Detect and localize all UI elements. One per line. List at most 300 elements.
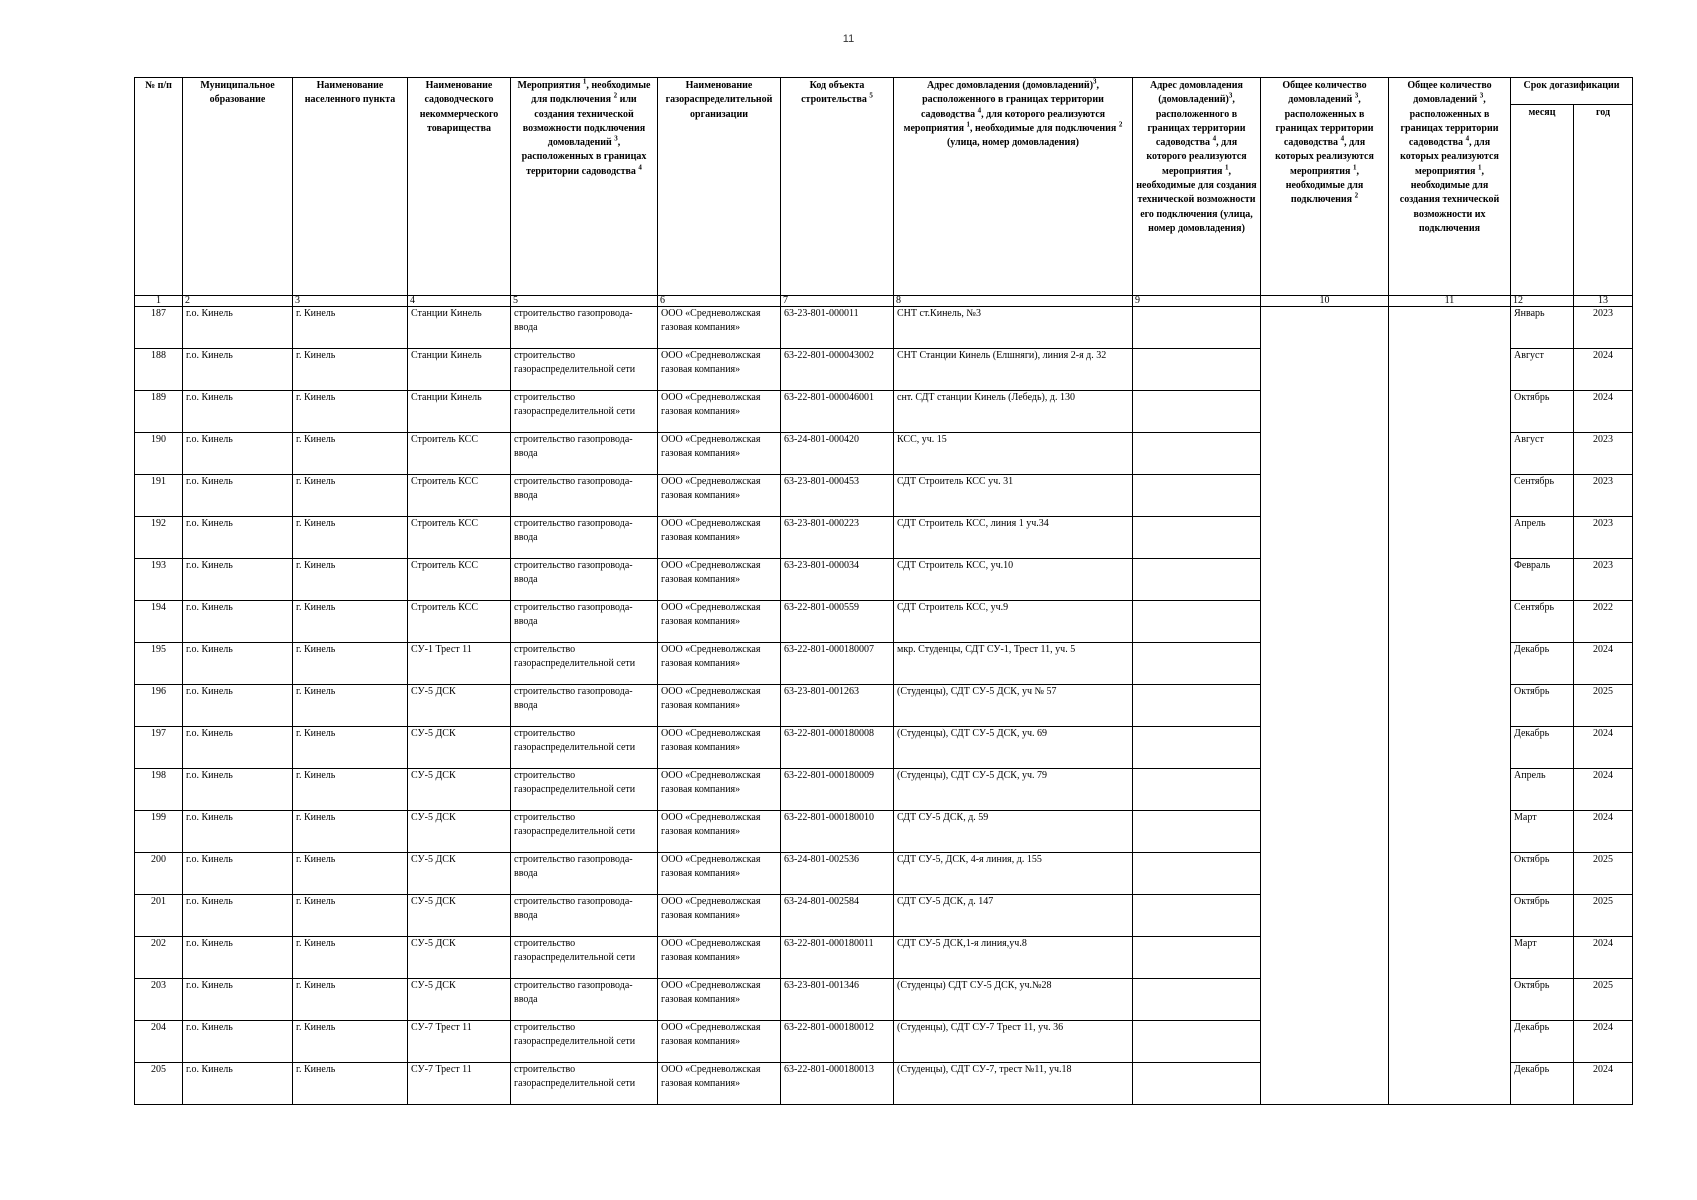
footnote-marker: 4 — [977, 106, 982, 115]
header-measures: Мероприятия $^1$, необходимые для подключения $^2$ или создания технической возможности подключения домовладений $^3$, расположенных в границах территории садоводства $^4$ — [511, 78, 658, 296]
table-row — [135, 811, 1633, 853]
snt-cell: Строитель КСС — [408, 517, 511, 559]
month-cell: Октябрь — [1511, 685, 1574, 727]
address-cell: СНТ ст.Кинель, №3 — [894, 307, 1133, 349]
object-code-cell: 63-22-801-000559 — [781, 601, 894, 643]
settlement-cell: г. Кинель — [293, 307, 408, 349]
row-number: 204 — [135, 1021, 183, 1063]
count-connection-cell — [1261, 895, 1389, 937]
measure-cell: строительство газопровода-ввода — [511, 559, 658, 601]
header-municipality: Муниципальное образование — [183, 78, 293, 296]
column-number: 12 — [1511, 296, 1574, 307]
column-number: 9 — [1133, 296, 1261, 307]
gas-org-cell: ООО «Средневолжская газовая компания» — [658, 1021, 781, 1063]
year-cell: 2022 — [1574, 601, 1633, 643]
count-connection-cell — [1261, 559, 1389, 601]
count-capability-cell — [1389, 727, 1511, 769]
column-number: 1 — [135, 296, 183, 307]
settlement-cell: г. Кинель — [293, 475, 408, 517]
count-capability-cell — [1389, 433, 1511, 475]
row-number: 201 — [135, 895, 183, 937]
count-connection-cell — [1261, 1063, 1389, 1105]
row-number: 187 — [135, 307, 183, 349]
settlement-cell: г. Кинель — [293, 643, 408, 685]
address-cell: СДТ СУ-5 ДСК, д. 59 — [894, 811, 1133, 853]
year-cell: 2025 — [1574, 853, 1633, 895]
month-cell: Апрель — [1511, 769, 1574, 811]
municipality-cell: г.о. Кинель — [183, 601, 293, 643]
count-capability-cell — [1389, 517, 1511, 559]
address-cell: СНТ Станции Кинель (Елшняги), линия 2-я д. 32 — [894, 349, 1133, 391]
year-cell: 2024 — [1574, 769, 1633, 811]
month-cell: Декабрь — [1511, 643, 1574, 685]
settlement-cell: г. Кинель — [293, 601, 408, 643]
count-connection-cell — [1261, 685, 1389, 727]
address-capability-cell — [1133, 643, 1261, 685]
gas-org-cell: ООО «Средневолжская газовая компания» — [658, 685, 781, 727]
settlement-cell: г. Кинель — [293, 391, 408, 433]
count-capability-cell — [1389, 559, 1511, 601]
municipality-cell: г.о. Кинель — [183, 727, 293, 769]
settlement-cell: г. Кинель — [293, 1063, 408, 1105]
footnote-marker: 4 — [1340, 134, 1345, 143]
measure-cell: строительство газораспределительной сети — [511, 937, 658, 979]
address-capability-cell — [1133, 391, 1261, 433]
snt-cell: СУ-5 ДСК — [408, 937, 511, 979]
table-row — [135, 307, 1633, 349]
year-cell: 2024 — [1574, 643, 1633, 685]
count-connection-cell — [1261, 391, 1389, 433]
gas-org-cell: ООО «Средневолжская газовая компания» — [658, 769, 781, 811]
measure-cell: строительство газопровода-ввода — [511, 895, 658, 937]
settlement-cell: г. Кинель — [293, 853, 408, 895]
footnote-marker: 3 — [614, 134, 618, 143]
footnote-marker: 2 — [1354, 192, 1359, 201]
settlement-cell: г. Кинель — [293, 559, 408, 601]
footnote-marker: 1 — [1224, 163, 1229, 172]
year-cell: 2023 — [1574, 307, 1633, 349]
column-number: 13 — [1574, 296, 1633, 307]
count-connection-cell — [1261, 475, 1389, 517]
row-number: 203 — [135, 979, 183, 1021]
table-row — [135, 559, 1633, 601]
address-capability-cell — [1133, 433, 1261, 475]
municipality-cell: г.о. Кинель — [183, 937, 293, 979]
address-cell: (Студенцы), СДТ СУ-7, трест №11, уч.18 — [894, 1063, 1133, 1105]
count-capability-cell — [1389, 475, 1511, 517]
row-number: 202 — [135, 937, 183, 979]
year-cell: 2025 — [1574, 685, 1633, 727]
snt-cell: СУ-1 Трест 11 — [408, 643, 511, 685]
municipality-cell: г.о. Кинель — [183, 433, 293, 475]
table-row — [135, 391, 1633, 433]
settlement-cell: г. Кинель — [293, 769, 408, 811]
footnote-marker: 4 — [1212, 134, 1217, 143]
municipality-cell: г.о. Кинель — [183, 475, 293, 517]
count-connection-cell — [1261, 937, 1389, 979]
gas-org-cell: ООО «Средневолжская газовая компания» — [658, 475, 781, 517]
object-code-cell: 63-24-801-002536 — [781, 853, 894, 895]
count-capability-cell — [1389, 937, 1511, 979]
object-code-cell: 63-23-801-000453 — [781, 475, 894, 517]
address-cell: (Студенцы), СДТ СУ-7 Трест 11, уч. 36 — [894, 1021, 1133, 1063]
address-capability-cell — [1133, 475, 1261, 517]
municipality-cell: г.о. Кинель — [183, 517, 293, 559]
row-number: 192 — [135, 517, 183, 559]
address-capability-cell — [1133, 979, 1261, 1021]
count-capability-cell — [1389, 979, 1511, 1021]
count-capability-cell — [1389, 1021, 1511, 1063]
count-capability-cell — [1389, 601, 1511, 643]
footnote-marker: 3 — [1228, 91, 1233, 100]
municipality-cell: г.о. Кинель — [183, 1021, 293, 1063]
address-capability-cell — [1133, 937, 1261, 979]
header-year: год — [1574, 105, 1633, 296]
municipality-cell: г.о. Кинель — [183, 853, 293, 895]
gas-org-cell: ООО «Средневолжская газовая компания» — [658, 517, 781, 559]
year-cell: 2024 — [1574, 349, 1633, 391]
count-connection-cell — [1261, 811, 1389, 853]
row-number: 190 — [135, 433, 183, 475]
settlement-cell: г. Кинель — [293, 349, 408, 391]
address-capability-cell — [1133, 307, 1261, 349]
count-connection-cell — [1261, 433, 1389, 475]
column-number: 6 — [658, 296, 781, 307]
table-row — [135, 937, 1633, 979]
address-capability-cell — [1133, 811, 1261, 853]
address-cell: (Студенцы) СДТ СУ-5 ДСК, уч.№28 — [894, 979, 1133, 1021]
count-connection-cell — [1261, 517, 1389, 559]
year-cell: 2025 — [1574, 979, 1633, 1021]
snt-cell: Станции Кинель — [408, 349, 511, 391]
header-address-connection: Адрес домовладения (домовладений)$^3$, расположенного в границах территории садоводства $^4$, для которого реализуются мероприятия $^1$, необходимые для подключения $^2$ (улица, номер домовладения) — [894, 78, 1133, 296]
row-number: 200 — [135, 853, 183, 895]
measure-cell: строительство газопровода-ввода — [511, 685, 658, 727]
gas-org-cell: ООО «Средневолжская газовая компания» — [658, 979, 781, 1021]
row-number: 188 — [135, 349, 183, 391]
address-cell: СДТ Строитель КСС, линия 1 уч.34 — [894, 517, 1133, 559]
snt-cell: Строитель КСС — [408, 433, 511, 475]
gas-org-cell: ООО «Средневолжская газовая компания» — [658, 559, 781, 601]
count-capability-cell — [1389, 895, 1511, 937]
table-row — [135, 601, 1633, 643]
measure-cell: строительство газопровода-ввода — [511, 601, 658, 643]
snt-cell: СУ-7 Трест 11 — [408, 1021, 511, 1063]
month-cell: Декабрь — [1511, 727, 1574, 769]
footnote-marker: 3 — [1354, 91, 1359, 100]
table-row — [135, 1063, 1633, 1105]
measure-cell: строительство газораспределительной сети — [511, 349, 658, 391]
municipality-cell: г.о. Кинель — [183, 349, 293, 391]
address-cell: СДТ Строитель КСС, уч.9 — [894, 601, 1133, 643]
settlement-cell: г. Кинель — [293, 1021, 408, 1063]
month-cell: Февраль — [1511, 559, 1574, 601]
snt-cell: СУ-5 ДСК — [408, 769, 511, 811]
measure-cell: строительство газораспределительной сети — [511, 643, 658, 685]
header-address-capability: Адрес домовладения (домовладений)$^3$, расположенного в границах территории садоводства $^4$, для которого реализуются мероприятия $^1$, необходимые для создания технической возможности его подключения (улица, номер домовладения) — [1133, 78, 1261, 296]
measure-cell: строительство газораспределительной сети — [511, 811, 658, 853]
object-code-cell: 63-22-801-000180012 — [781, 1021, 894, 1063]
count-capability-cell — [1389, 307, 1511, 349]
municipality-cell: г.о. Кинель — [183, 979, 293, 1021]
snt-cell: СУ-5 ДСК — [408, 727, 511, 769]
address-capability-cell — [1133, 769, 1261, 811]
gas-org-cell: ООО «Средневолжская газовая компания» — [658, 601, 781, 643]
count-connection-cell — [1261, 727, 1389, 769]
snt-cell: Строитель КСС — [408, 475, 511, 517]
address-cell: мкр. Студенцы, СДТ СУ-1, Трест 11, уч. 5 — [894, 643, 1133, 685]
footnote-marker: 1 — [1477, 163, 1482, 172]
header-number: № п/п — [135, 78, 183, 296]
gasification-table — [134, 77, 1633, 1105]
month-cell: Октябрь — [1511, 391, 1574, 433]
count-capability-cell — [1389, 1063, 1511, 1105]
snt-cell: Станции Кинель — [408, 391, 511, 433]
measure-cell: строительство газопровода-ввода — [511, 475, 658, 517]
address-cell: СДТ Строитель КСС уч. 31 — [894, 475, 1133, 517]
count-connection-cell — [1261, 601, 1389, 643]
row-number: 197 — [135, 727, 183, 769]
month-cell: Январь — [1511, 307, 1574, 349]
address-cell: СДТ СУ-5 ДСК, д. 147 — [894, 895, 1133, 937]
year-cell: 2024 — [1574, 391, 1633, 433]
footnote-marker: 3 — [1479, 91, 1484, 100]
count-capability-cell — [1389, 391, 1511, 433]
count-capability-cell — [1389, 853, 1511, 895]
gas-org-cell: ООО «Средневолжская газовая компания» — [658, 937, 781, 979]
footnote-marker: 1 — [1352, 163, 1357, 172]
object-code-cell: 63-22-801-000046001 — [781, 391, 894, 433]
column-number: 10 — [1261, 296, 1389, 307]
address-cell: СДТ СУ-5 ДСК,1-я линия,уч.8 — [894, 937, 1133, 979]
year-cell: 2023 — [1574, 433, 1633, 475]
header-object-code: Код объекта строительства $^5$ — [781, 78, 894, 296]
municipality-cell: г.о. Кинель — [183, 391, 293, 433]
table-row — [135, 769, 1633, 811]
month-cell: Октябрь — [1511, 853, 1574, 895]
column-number: 4 — [408, 296, 511, 307]
year-cell: 2024 — [1574, 937, 1633, 979]
table-row — [135, 433, 1633, 475]
column-number: 8 — [894, 296, 1133, 307]
address-cell: снт. СДТ станции Кинель (Лебедь), д. 130 — [894, 391, 1133, 433]
footnote-marker: 2 — [1118, 120, 1123, 129]
month-cell: Декабрь — [1511, 1063, 1574, 1105]
measure-cell: строительство газораспределительной сети — [511, 1063, 658, 1105]
page-number: 11 — [842, 33, 855, 45]
object-code-cell: 63-22-801-000180008 — [781, 727, 894, 769]
column-number: 3 — [293, 296, 408, 307]
count-connection-cell — [1261, 349, 1389, 391]
object-code-cell: 63-23-801-001346 — [781, 979, 894, 1021]
settlement-cell: г. Кинель — [293, 517, 408, 559]
gas-org-cell: ООО «Средневолжская газовая компания» — [658, 811, 781, 853]
address-capability-cell — [1133, 349, 1261, 391]
year-cell: 2025 — [1574, 895, 1633, 937]
table-row — [135, 895, 1633, 937]
object-code-cell: 63-23-801-000223 — [781, 517, 894, 559]
count-connection-cell — [1261, 979, 1389, 1021]
header-deadline: Срок догазификации — [1511, 78, 1633, 105]
count-capability-cell — [1389, 643, 1511, 685]
object-code-cell: 63-22-801-000180009 — [781, 769, 894, 811]
count-capability-cell — [1389, 769, 1511, 811]
header-snt: Наименование садоводческого некоммерческого товарищества — [408, 78, 511, 296]
row-number: 198 — [135, 769, 183, 811]
snt-cell: СУ-5 ДСК — [408, 811, 511, 853]
snt-cell: СУ-5 ДСК — [408, 895, 511, 937]
row-number: 199 — [135, 811, 183, 853]
snt-cell: Станции Кинель — [408, 307, 511, 349]
snt-cell: СУ-5 ДСК — [408, 685, 511, 727]
settlement-cell: г. Кинель — [293, 937, 408, 979]
object-code-cell: 63-22-801-000043002 — [781, 349, 894, 391]
object-code-cell: 63-24-801-000420 — [781, 433, 894, 475]
footnote-marker: 3 — [1093, 77, 1097, 86]
count-connection-cell — [1261, 643, 1389, 685]
object-code-cell: 63-23-801-001263 — [781, 685, 894, 727]
year-cell: 2023 — [1574, 475, 1633, 517]
object-code-cell: 63-22-801-000180011 — [781, 937, 894, 979]
settlement-cell: г. Кинель — [293, 979, 408, 1021]
address-cell: (Студенцы), СДТ СУ-5 ДСК, уч. 69 — [894, 727, 1133, 769]
count-connection-cell — [1261, 853, 1389, 895]
snt-cell: СУ-7 Трест 11 — [408, 1063, 511, 1105]
gas-org-cell: ООО «Средневолжская газовая компания» — [658, 643, 781, 685]
address-capability-cell — [1133, 1063, 1261, 1105]
gas-org-cell: ООО «Средневолжская газовая компания» — [658, 853, 781, 895]
measure-cell: строительство газораспределительной сети — [511, 727, 658, 769]
footnote-marker: 4 — [638, 163, 642, 172]
month-cell: Сентябрь — [1511, 601, 1574, 643]
measure-cell: строительство газопровода-ввода — [511, 517, 658, 559]
object-code-cell: 63-22-801-000180013 — [781, 1063, 894, 1105]
gas-org-cell: ООО «Средневолжская газовая компания» — [658, 727, 781, 769]
settlement-cell: г. Кинель — [293, 685, 408, 727]
address-cell: СДТ СУ-5, ДСК, 4-я линия, д. 155 — [894, 853, 1133, 895]
settlement-cell: г. Кинель — [293, 433, 408, 475]
municipality-cell: г.о. Кинель — [183, 811, 293, 853]
measure-cell: строительство газопровода-ввода — [511, 979, 658, 1021]
footnote-marker: 5 — [869, 91, 873, 100]
row-number: 205 — [135, 1063, 183, 1105]
address-cell: КСС, уч. 15 — [894, 433, 1133, 475]
gas-org-cell: ООО «Средневолжская газовая компания» — [658, 1063, 781, 1105]
row-number: 191 — [135, 475, 183, 517]
address-capability-cell — [1133, 559, 1261, 601]
address-capability-cell — [1133, 601, 1261, 643]
year-cell: 2023 — [1574, 559, 1633, 601]
measure-cell: строительство газораспределительной сети — [511, 391, 658, 433]
count-capability-cell — [1389, 349, 1511, 391]
measure-cell: строительство газопровода-ввода — [511, 433, 658, 475]
row-number: 189 — [135, 391, 183, 433]
month-cell: Август — [1511, 433, 1574, 475]
header-count-connection: Общее количество домовладений $^3$, расположенных в границах территории садоводства $^4$, для которых реализуются мероприятия $^1$, необходимые для подключения $^2$ — [1261, 78, 1389, 296]
year-cell: 2024 — [1574, 1063, 1633, 1105]
municipality-cell: г.о. Кинель — [183, 307, 293, 349]
month-cell: Октябрь — [1511, 895, 1574, 937]
table-header — [135, 78, 1633, 307]
footnote-marker: 1 — [966, 120, 971, 129]
count-connection-cell — [1261, 307, 1389, 349]
municipality-cell: г.о. Кинель — [183, 769, 293, 811]
measure-cell: строительство газораспределительной сети — [511, 1021, 658, 1063]
address-capability-cell — [1133, 685, 1261, 727]
snt-cell: Строитель КСС — [408, 601, 511, 643]
header-gas-org: Наименование газораспределительной организации — [658, 78, 781, 296]
table-row — [135, 979, 1633, 1021]
column-number: 2 — [183, 296, 293, 307]
column-number: 11 — [1389, 296, 1511, 307]
month-cell: Сентябрь — [1511, 475, 1574, 517]
row-number: 193 — [135, 559, 183, 601]
column-numbers-row — [135, 296, 1633, 307]
measure-cell: строительство газопровода-ввода — [511, 853, 658, 895]
address-capability-cell — [1133, 517, 1261, 559]
month-cell: Март — [1511, 811, 1574, 853]
object-code-cell: 63-23-801-000011 — [781, 307, 894, 349]
settlement-cell: г. Кинель — [293, 727, 408, 769]
table-row — [135, 853, 1633, 895]
table-row — [135, 1021, 1633, 1063]
row-number: 196 — [135, 685, 183, 727]
settlement-cell: г. Кинель — [293, 811, 408, 853]
address-capability-cell — [1133, 727, 1261, 769]
address-cell: (Студенцы), СДТ СУ-5 ДСК, уч № 57 — [894, 685, 1133, 727]
table-row — [135, 727, 1633, 769]
table-row — [135, 643, 1633, 685]
gas-org-cell: ООО «Средневолжская газовая компания» — [658, 349, 781, 391]
month-cell: Декабрь — [1511, 1021, 1574, 1063]
year-cell: 2023 — [1574, 517, 1633, 559]
footnote-marker: 2 — [613, 91, 618, 100]
address-capability-cell — [1133, 895, 1261, 937]
count-connection-cell — [1261, 1021, 1389, 1063]
snt-cell: Строитель КСС — [408, 559, 511, 601]
address-capability-cell — [1133, 1021, 1261, 1063]
count-capability-cell — [1389, 811, 1511, 853]
month-cell: Апрель — [1511, 517, 1574, 559]
column-number: 7 — [781, 296, 894, 307]
address-cell: (Студенцы), СДТ СУ-5 ДСК, уч. 79 — [894, 769, 1133, 811]
municipality-cell: г.о. Кинель — [183, 1063, 293, 1105]
object-code-cell: 63-23-801-000034 — [781, 559, 894, 601]
address-capability-cell — [1133, 853, 1261, 895]
footnote-marker: 4 — [1465, 134, 1470, 143]
count-connection-cell — [1261, 769, 1389, 811]
table-row — [135, 349, 1633, 391]
address-cell: СДТ Строитель КСС, уч.10 — [894, 559, 1133, 601]
year-cell: 2024 — [1574, 1021, 1633, 1063]
object-code-cell: 63-22-801-000180010 — [781, 811, 894, 853]
table-row — [135, 517, 1633, 559]
table-body — [135, 307, 1633, 1105]
snt-cell: СУ-5 ДСК — [408, 853, 511, 895]
municipality-cell: г.о. Кинель — [183, 685, 293, 727]
measure-cell: строительство газораспределительной сети — [511, 769, 658, 811]
header-count-capability: Общее количество домовладений $^3$, расположенных в границах территории садоводства $^4$, для которых реализуются мероприятия $^1$, необходимые для создания технической возможности их подключения — [1389, 78, 1511, 296]
month-cell: Октябрь — [1511, 979, 1574, 1021]
settlement-cell: г. Кинель — [293, 895, 408, 937]
object-code-cell: 63-24-801-002584 — [781, 895, 894, 937]
footnote-marker: 1 — [582, 77, 587, 86]
table-row — [135, 475, 1633, 517]
column-number: 5 — [511, 296, 658, 307]
measure-cell: строительство газопровода-ввода — [511, 307, 658, 349]
gas-org-cell: ООО «Средневолжская газовая компания» — [658, 433, 781, 475]
municipality-cell: г.о. Кинель — [183, 895, 293, 937]
